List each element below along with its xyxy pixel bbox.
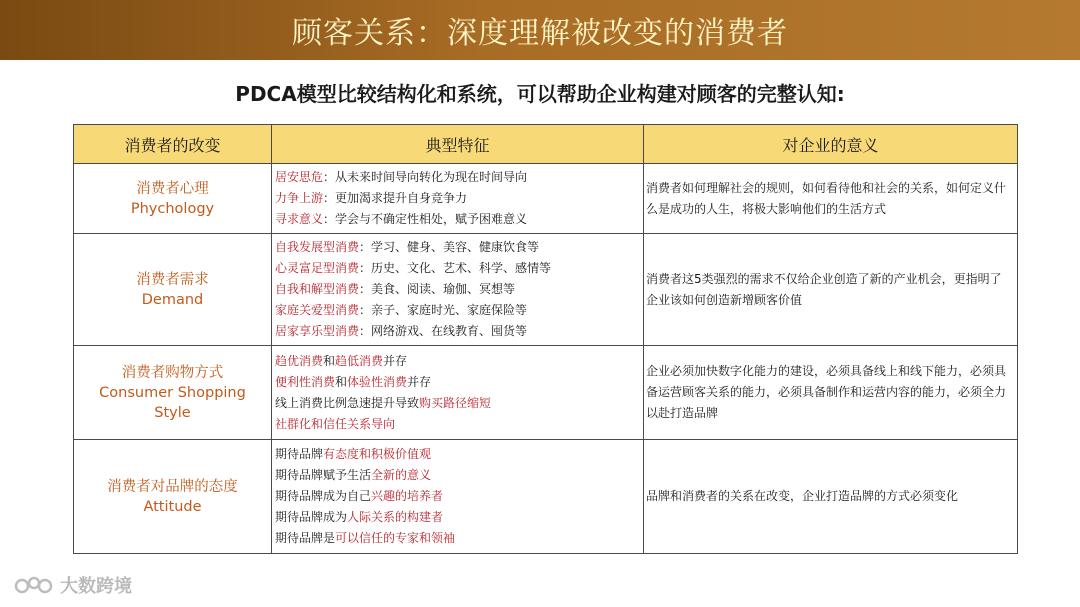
feature-line xyxy=(275,393,643,414)
feature-emphasis: 趋低消费 xyxy=(335,353,384,368)
feature-text: 期待品牌是 xyxy=(275,531,336,545)
row-name-cn: 消费者心理 xyxy=(136,180,209,197)
watermark xyxy=(14,572,132,598)
feature-emphasis: 自我和解型消费 xyxy=(275,282,360,296)
feature-text: ：亲子、家庭时光、家庭保险等 xyxy=(359,303,528,317)
row-name-cn: 消费者购物方式 xyxy=(121,364,224,381)
row-name-cell xyxy=(74,346,272,440)
feature-line xyxy=(275,209,643,230)
feature-text: 和 xyxy=(323,353,336,368)
feature-emphasis: 自我发展型消费 xyxy=(275,240,360,254)
feature-line xyxy=(275,507,643,528)
feature-emphasis: 趋优消费 xyxy=(275,353,324,368)
row-name-en: Consumer Shopping Style xyxy=(99,384,246,421)
feature-emphasis: 居家享乐型消费 xyxy=(275,324,360,338)
row-features-cell xyxy=(272,346,644,440)
feature-emphasis: 寻求意义 xyxy=(275,212,324,226)
row-significance-cell: 消费者如何理解社会的规则，如何看待他和社会的关系，如何定义什么是成功的人生，将极大影响他们的生活方式 xyxy=(644,164,1018,234)
header-consumer-change: 消费者的改变 xyxy=(74,125,272,164)
row-name-cell xyxy=(74,234,272,346)
feature-emphasis: 人际关系的构建者 xyxy=(347,510,444,524)
row-features-cell xyxy=(272,234,644,346)
table-row xyxy=(74,346,1018,440)
table-row xyxy=(74,234,1018,346)
header-enterprise-significance: 对企业的意义 xyxy=(644,125,1018,164)
page-title: 顾客关系：深度理解被改变的消费者 xyxy=(292,16,788,51)
feature-line xyxy=(275,237,643,258)
feature-text: ：学会与不确定性相处，赋予困难意义 xyxy=(323,212,528,226)
feature-text: 期待品牌 xyxy=(275,447,324,461)
feature-line xyxy=(275,258,643,279)
row-name-cell xyxy=(74,164,272,234)
feature-line xyxy=(275,528,643,549)
row-significance-cell: 企业必须加快数字化能力的建设，必须具备线上和线下能力，必须具备运营顾客关系的能力，必须具备制作和运营内容的能力，必须全力以赴打造品牌 xyxy=(644,346,1018,440)
feature-emphasis: 全新的意义 xyxy=(371,468,432,482)
brand-logo-icon xyxy=(14,574,54,596)
row-name-en: Demand xyxy=(141,291,204,308)
feature-line xyxy=(275,465,643,486)
row-name-cn: 消费者对品牌的态度 xyxy=(107,478,238,495)
feature-text: 并存 xyxy=(407,374,432,389)
feature-line xyxy=(275,167,643,188)
row-name-cell xyxy=(74,440,272,554)
feature-text: ：历史、文化、艺术、科学、感情等 xyxy=(359,261,552,275)
feature-line xyxy=(275,372,643,393)
row-significance-cell: 品牌和消费者的关系在改变，企业打造品牌的方式必须变化 xyxy=(644,440,1018,554)
feature-line xyxy=(275,486,643,507)
feature-emphasis: 力争上游 xyxy=(275,191,324,205)
feature-text: ：网络游戏、在线教育、囤货等 xyxy=(359,324,528,338)
table-row xyxy=(74,164,1018,234)
feature-emphasis: 居安思危 xyxy=(275,170,324,184)
row-features-cell xyxy=(272,440,644,554)
row-name-en: Phychology xyxy=(130,200,215,217)
feature-text: ：学习、健身、美容、健康饮食等 xyxy=(359,240,540,254)
feature-emphasis: 社群化和信任关系导向 xyxy=(275,416,396,431)
feature-text: 和 xyxy=(335,374,348,389)
watermark-text: 大数跨境 xyxy=(60,576,132,597)
subtitle: PDCA模型比较结构化和系统，可以帮助企业构建对顾客的完整认知: xyxy=(235,82,845,106)
feature-text: 期待品牌成为 xyxy=(275,510,348,524)
feature-emphasis: 可以信任的专家和领袖 xyxy=(335,531,456,545)
feature-emphasis: 有态度和积极价值观 xyxy=(323,447,432,461)
feature-text: ：从未来时间导向转化为现在时间导向 xyxy=(323,170,528,184)
feature-text: 线上消费比例急速提升导致 xyxy=(275,395,420,410)
feature-text: ：更加渴求提升自身竞争力 xyxy=(323,191,468,205)
row-significance-cell: 消费者这5类强烈的需求不仅给企业创造了新的产业机会，更指明了企业该如何创造新增顾客价值 xyxy=(644,234,1018,346)
row-name-en: Attitude xyxy=(143,498,202,515)
feature-emphasis: 体验性消费 xyxy=(347,374,408,389)
table-header-row xyxy=(74,125,1018,164)
feature-emphasis: 心灵富足型消费 xyxy=(275,261,360,275)
header-typical-features: 典型特征 xyxy=(272,125,644,164)
feature-line xyxy=(275,300,643,321)
feature-emphasis: 购买路径缩短 xyxy=(419,395,492,410)
feature-line xyxy=(275,321,643,342)
feature-emphasis: 兴趣的培养者 xyxy=(371,489,444,503)
consumer-change-table xyxy=(73,124,1018,554)
feature-emphasis: 家庭关爱型消费 xyxy=(275,303,360,317)
row-features-cell xyxy=(272,164,644,234)
title-banner xyxy=(0,0,1080,60)
row-name-cn: 消费者需求 xyxy=(136,271,209,288)
feature-line xyxy=(275,351,643,372)
feature-emphasis: 便利性消费 xyxy=(275,374,336,389)
feature-text: 期待品牌赋予生活 xyxy=(275,468,372,482)
feature-line xyxy=(275,279,643,300)
feature-line xyxy=(275,444,643,465)
table-row xyxy=(74,440,1018,554)
feature-line xyxy=(275,414,643,435)
feature-text: 并存 xyxy=(383,353,408,368)
feature-line xyxy=(275,188,643,209)
feature-text: ：美食、阅读、瑜伽、冥想等 xyxy=(359,282,516,296)
feature-text: 期待品牌成为自己 xyxy=(275,489,372,503)
